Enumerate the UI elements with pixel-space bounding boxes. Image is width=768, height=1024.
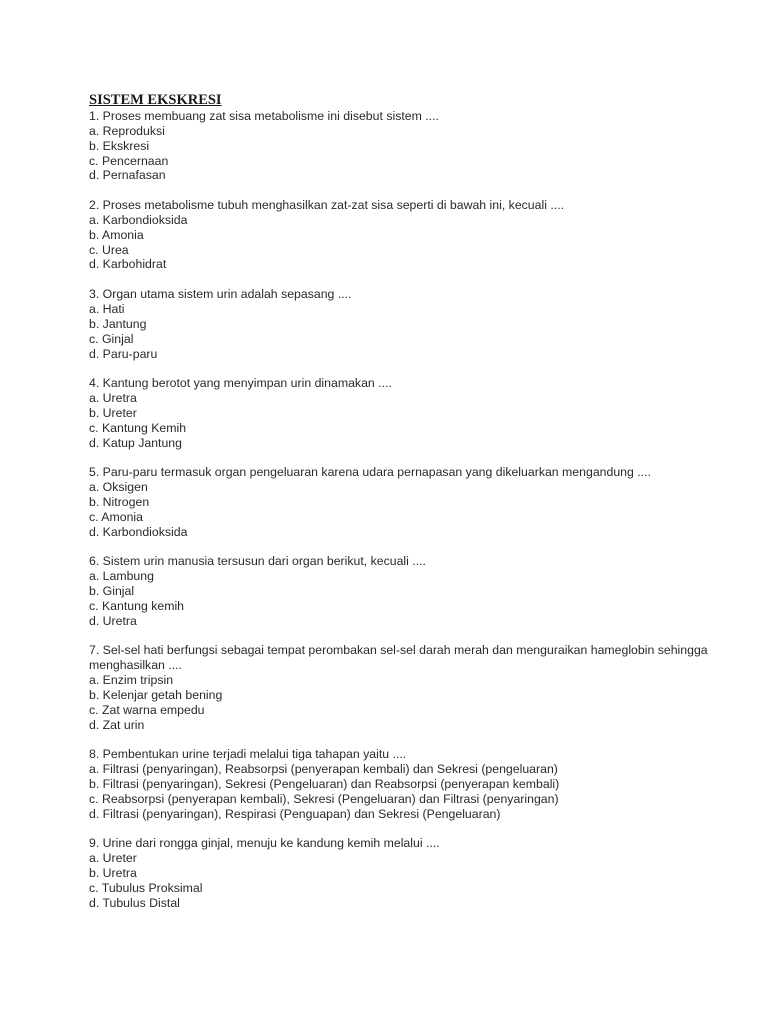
option-c: c. Zat warna empedu [89,702,205,717]
question-text: 4. Kantung berotot yang menyimpan urin dinamakan .... [89,376,392,391]
option-c: c. Reabsorpsi (penyerapan kembali), Sekresi (Pengeluaran) dan Filtrasi (penyaringan) [89,791,559,806]
option-b: b. Ginjal [89,584,135,598]
question-text: 2. Proses metabolisme tubuh menghasilkan zat-zat sisa seperti di bawah ini, kecuali .... [89,198,565,213]
question-text: 6. Sistem urin manusia tersusun dari organ berikut, kecuali .... [89,554,426,569]
option-c: c. Tubulus Proksimal [89,880,203,895]
question-9 [89,836,729,910]
option-c: c. Amonia [89,509,143,524]
option-a: a. Uretra [89,391,137,406]
document-title: SISTEM EKSKRESI [89,92,222,108]
option-b: b. Amonia [89,227,144,242]
option-d: d. Uretra [89,613,137,628]
option-a: a. Lambung [89,569,154,584]
option-c: c. Pencernaan [89,153,169,168]
question-text: 7. Sel-sel hati berfungsi sebagai tempat perombakan sel-sel darah merah dan menguraikan hameglobin sehingga menghasilkan .... [89,643,708,673]
option-c: c. Ginjal [89,331,134,346]
option-c: c. Kantung Kemih [89,420,187,435]
document-page [89,92,729,925]
option-b: b. Jantung [89,316,147,331]
question-text: 3. Organ utama sistem urin adalah sepasang .... [89,287,352,302]
question-8 [89,747,729,821]
option-c: c. Kantung kemih [89,598,185,613]
option-d: d. Karbohidrat [89,257,167,272]
option-a: a. Enzim tripsin [89,673,174,688]
option-c: c. Urea [89,242,129,257]
question-3 [89,287,729,361]
question-5 [89,465,729,539]
option-d: d. Katup Jantung [89,435,182,450]
option-d: d. Karbondioksida [89,524,188,539]
option-b: b. Ekskresi [89,138,150,153]
option-d: d. Paru-paru [89,346,158,361]
option-d: d. Pernafasan [89,168,166,183]
question-2 [89,198,729,272]
option-b: b. Ureter [89,405,137,420]
question-7 [89,643,729,732]
option-d: d. Tubulus Distal [89,895,180,910]
option-a: a. Ureter [89,851,137,866]
question-1 [89,109,729,183]
question-4 [89,376,729,450]
question-6 [89,554,729,628]
option-d: d. Zat urin [89,717,145,732]
option-a: a. Reproduksi [89,123,165,138]
option-b: b. Nitrogen [89,494,150,509]
question-text: 1. Proses membuang zat sisa metabolisme ini disebut sistem .... [89,109,439,123]
option-a: a. Karbondioksida [89,212,188,227]
option-d: d. Filtrasi (penyaringan), Respirasi (Penguapan) dan Sekresi (Pengeluaran) [89,806,501,821]
option-a: a. Hati [89,301,125,316]
question-text: 5. Paru-paru termasuk organ pengeluaran karena udara pernapasan yang dikeluarkan mengandung .... [89,465,651,480]
option-a: a. Filtrasi (penyaringan), Reabsorpsi (penyerapan kembali) dan Sekresi (pengeluaran) [89,762,558,777]
option-b: b. Uretra [89,866,137,881]
option-b: b. Kelenjar getah bening [89,687,223,702]
option-b: b. Filtrasi (penyaringan), Sekresi (Pengeluaran) dan Reabsorpsi (penyerapan kembali) [89,776,560,791]
option-a: a. Oksigen [89,480,148,495]
question-text: 8. Pembentukan urine terjadi melalui tiga tahapan yaitu .... [89,747,407,762]
question-text: 9. Urine dari rongga ginjal, menuju ke kandung kemih melalui .... [89,836,440,851]
